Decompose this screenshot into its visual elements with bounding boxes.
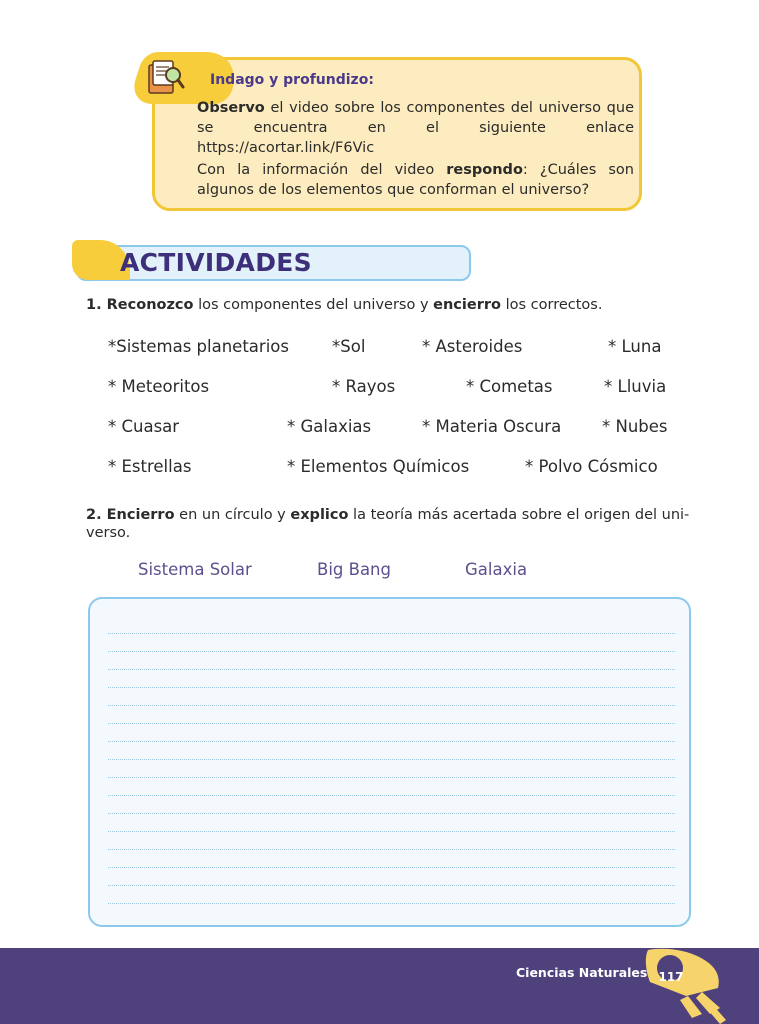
activities-title: ACTIVIDADES <box>120 248 312 277</box>
info-title: Indago y profundizo: <box>210 72 374 88</box>
word-item[interactable]: * Nubes <box>602 417 668 436</box>
option-sistema-solar[interactable]: Sistema Solar <box>138 560 252 579</box>
writing-line <box>108 777 675 778</box>
writing-line <box>108 903 675 904</box>
writing-line <box>108 669 675 670</box>
footer-subject: Ciencias Naturales <box>516 965 648 980</box>
q2-text-c: la teoría más acertada sobre el origen del uni-verso. <box>86 507 690 541</box>
writing-line <box>108 795 675 796</box>
info-text-pre: Con la información del video <box>197 162 447 178</box>
writing-line <box>108 705 675 706</box>
writing-line <box>108 813 675 814</box>
word-item[interactable]: * Asteroides <box>422 337 523 356</box>
option-big-bang[interactable]: Big Bang <box>317 560 391 579</box>
writing-line <box>108 633 675 634</box>
q2-bold-number: 2. Encierro <box>86 507 175 523</box>
word-item[interactable]: *Sol <box>332 337 366 356</box>
word-item[interactable]: * Lluvia <box>604 377 667 396</box>
word-item[interactable]: * Polvo Cósmico <box>525 457 658 476</box>
question-2 <box>86 506 690 542</box>
writing-line <box>108 831 675 832</box>
writing-line <box>108 885 675 886</box>
q2-bold-explico: explico <box>290 507 349 523</box>
word-item[interactable]: * Cuasar <box>108 417 180 436</box>
q1-bold-number: 1. Reconozco <box>86 297 194 313</box>
word-item[interactable]: * Estrellas <box>108 457 192 476</box>
info-paragraph-question <box>197 160 634 200</box>
info-paragraph-video <box>197 98 634 158</box>
word-item[interactable]: * Rayos <box>332 377 396 396</box>
word-item[interactable]: * Materia Oscura <box>422 417 562 436</box>
question-1 <box>86 296 602 314</box>
info-bold-observo: Observo <box>197 100 265 116</box>
word-item[interactable]: * Meteoritos <box>108 377 210 396</box>
word-item[interactable]: * Elementos Químicos <box>287 457 470 476</box>
info-bold-respondo: respondo <box>446 162 523 178</box>
writing-line <box>108 687 675 688</box>
q2-text-a: en un círculo y <box>174 507 291 523</box>
writing-line <box>108 759 675 760</box>
info-text-video: el video sobre los componentes del universo que se encuentra en el siguiente enlace https://acortar.link/F6Vic <box>197 100 634 156</box>
writing-line <box>108 867 675 868</box>
writing-line <box>108 741 675 742</box>
writing-line <box>108 651 675 652</box>
word-item[interactable]: * Galaxias <box>287 417 372 436</box>
answer-writing-area[interactable] <box>88 597 691 927</box>
word-item[interactable]: * Luna <box>608 337 662 356</box>
document-search-icon <box>145 57 185 97</box>
word-item[interactable]: * Cometas <box>466 377 553 396</box>
writing-line <box>108 723 675 724</box>
q1-text-a: los componentes del universo y <box>193 297 434 313</box>
info-text-post: : ¿Cuáles son algunos de los elementos que conforman el universo? <box>197 162 634 198</box>
word-item[interactable]: *Sistemas planetarios <box>108 337 289 356</box>
option-galaxia[interactable]: Galaxia <box>465 560 528 579</box>
q1-text-c: los correctos. <box>500 297 603 313</box>
page-number: 117 <box>658 970 684 984</box>
rocket-icon <box>640 944 730 1024</box>
writing-line <box>108 849 675 850</box>
q1-bold-encierro: encierro <box>433 297 501 313</box>
